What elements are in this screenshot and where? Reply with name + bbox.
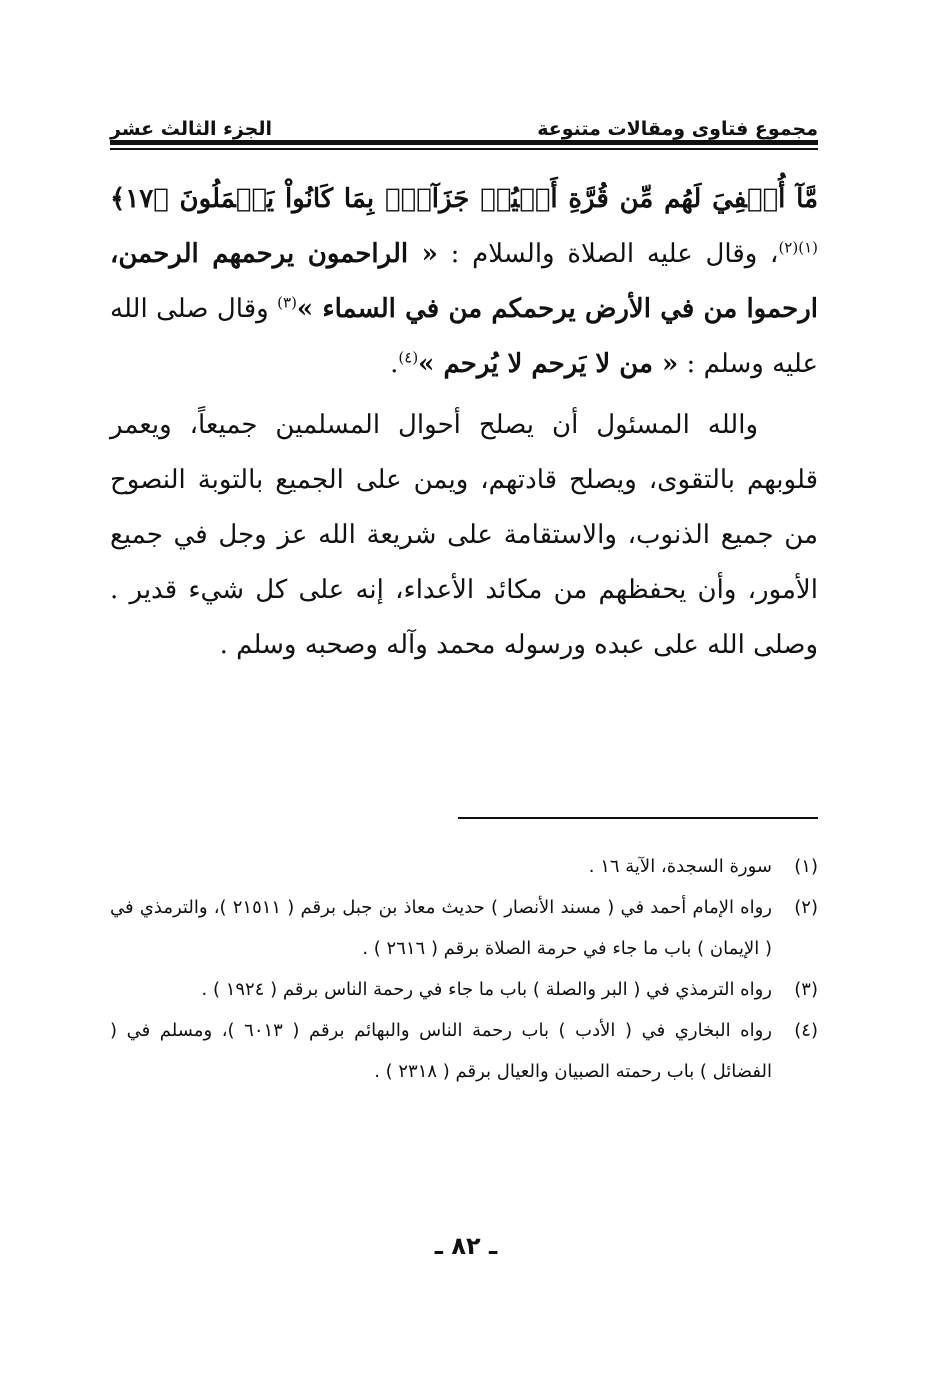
quran-verse: مَّآ أُخۡفِيَ لَهُم مِّن قُرَّةِ أَعۡيُنٖ جَزَآءَۢ بِمَا كَانُواْ يَعۡمَلُونَ ﴿١٧﴾ [110, 184, 818, 214]
page-header [110, 104, 818, 140]
footnote-text: سورة السجدة، الآية ١٦ . [588, 856, 772, 877]
page-number: ـ ٨٢ ـ [434, 1232, 498, 1260]
footnote-item [110, 846, 818, 887]
footnote-ref-4: (٤) [398, 348, 419, 367]
footnote-item [110, 1010, 818, 1092]
hadith-2: « من لا يَرحم لا يُرحم » [418, 349, 679, 379]
paragraph-1-text-a: ، وقال عليه الصلاة والسلام : [437, 239, 779, 269]
book-title: مجموع فتاوى ومقالات متنوعة [537, 118, 818, 140]
footnotes [110, 846, 818, 1092]
footnote-number: (٤) [794, 1020, 818, 1041]
footnote-number: (٢) [794, 897, 818, 918]
footnote-text: رواه البخاري في ( الأدب ) باب رحمة الناس والبهائم برقم ( ٦٠١٣ )، ومسلم في ( الفضائل ) باب رحمته الصبيان والعيال برقم ( ٢٣١٨ ) . [110, 1020, 772, 1082]
footnote-number: (١) [794, 856, 818, 877]
paragraph-1 [110, 172, 818, 392]
volume-title: الجزء الثالث عشر [110, 118, 273, 140]
paragraph-1-end: . [390, 349, 399, 379]
header-rule-thick [110, 140, 818, 145]
footnote-separator [458, 817, 818, 819]
header-rule-thin [110, 148, 818, 150]
paragraph-2: والله المسئول أن يصلح أحوال المسلمين جميعاً، ويعمر قلوبهم بالتقوى، ويصلح قادتهم، ويمن على الجميع بالتوبة النصوح من جميع الذنوب، والاستقامة على شريعة الله عز وجل في جميع الأمور، وأن يحفظهم من مكائد الأعداء، إنه على كل شيء قدير . وصلى الله على عبده ورسوله محمد وآله وصحبه وسلم . [110, 410, 818, 660]
footnote-number: (٣) [794, 979, 818, 1000]
main-text [110, 172, 818, 673]
footnote-text: رواه الإمام أحمد في ( مسند الأنصار ) حديث معاذ بن جبل برقم ( ٢١٥١١ )، والترمذي في ( الإيمان ) باب ما جاء في حرمة الصلاة برقم ( ٢٦١٦ ) . [110, 897, 772, 959]
hadith-1: « الراحمون يرحمهم الرحمن، ارحموا من في الأرض يرحمكم من في السماء » [110, 239, 818, 324]
footnote-item [110, 969, 818, 1010]
footnote-item [110, 887, 818, 969]
footnote-ref-1-2: (١)(٢) [778, 238, 818, 257]
paragraph-1-text-b: وقال صلى الله عليه وسلم : [110, 294, 818, 379]
footnote-ref-3: (٣) [277, 293, 297, 312]
footnote-text: رواه الترمذي في ( البر والصلة ) باب ما جاء في رحمة الناس برقم ( ١٩٢٤ ) . [201, 979, 772, 1000]
